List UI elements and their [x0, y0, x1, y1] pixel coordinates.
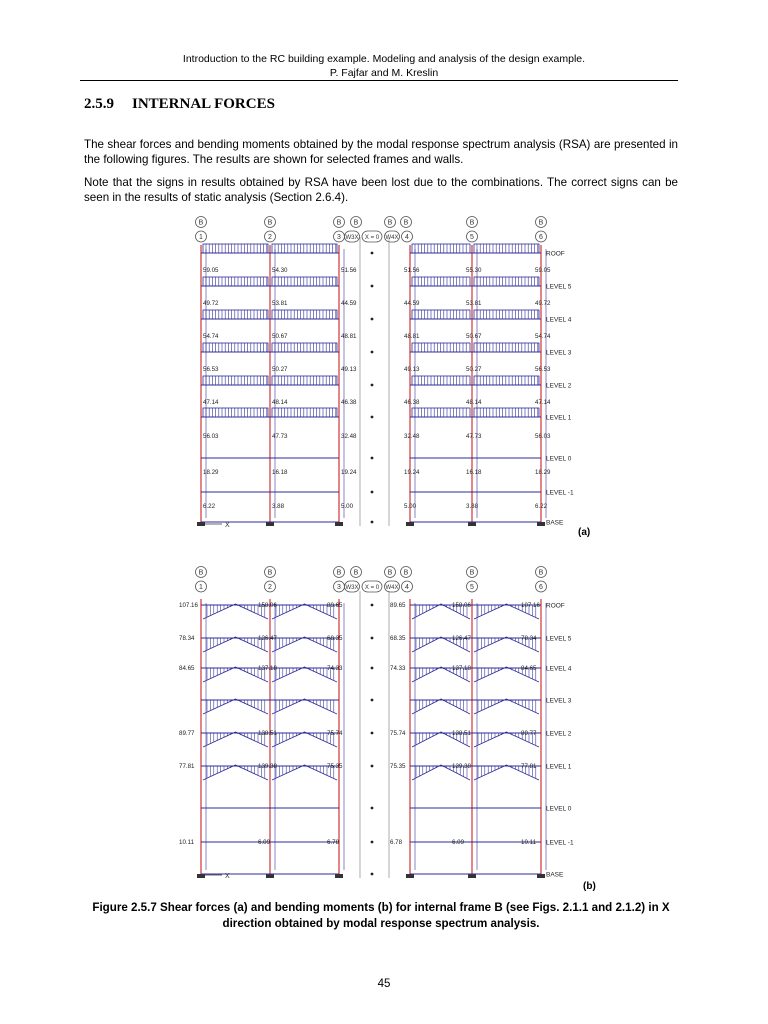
shear-diagram-block — [474, 408, 539, 417]
x-axis-label: X — [225, 873, 230, 880]
grid-bubble-label: B — [387, 569, 393, 577]
moment-value-label: 75.74 — [390, 730, 406, 737]
shear-diagram-block — [203, 244, 268, 253]
grid-bubble-label: B — [336, 569, 342, 577]
shear-value-label: 46.38 — [341, 399, 357, 406]
shear-value-label: 49.13 — [404, 366, 420, 373]
grid-axis-label: 5 — [470, 234, 474, 241]
shear-value-label: 50.27 — [466, 366, 482, 373]
grid-axis-label: 6 — [539, 584, 543, 591]
shear-value-label: 54.74 — [535, 333, 551, 340]
grid-bubble-label: B — [198, 569, 204, 577]
column-support — [335, 874, 343, 878]
shear-value-label: 47.14 — [203, 399, 219, 406]
shear-value-label: 47.73 — [272, 433, 288, 440]
moment-value-label: 68.35 — [390, 635, 406, 642]
axis-node — [371, 491, 374, 494]
moment-value-label: 89.65 — [327, 602, 343, 609]
column-support — [406, 874, 414, 878]
level-label: LEVEL -1 — [546, 489, 574, 497]
shear-value-label: 54.30 — [272, 267, 288, 274]
section-heading — [84, 96, 293, 113]
axis-node — [371, 384, 374, 387]
column-support — [468, 874, 476, 878]
axis-node — [371, 521, 374, 524]
level-label: LEVEL 3 — [546, 349, 572, 357]
shear-value-label: 51.56 — [404, 267, 420, 274]
column-support — [406, 522, 414, 526]
moment-value-label: 77.81 — [179, 763, 195, 770]
grid-bubble-label: B — [198, 219, 204, 227]
axis-node — [371, 604, 374, 607]
paragraph-note: Note that the signs in results obtained by RSA have been lost due to the combinations. The correct signs can be seen in the results of static analysis (Section 2.6.4). — [84, 176, 678, 204]
moment-value-label: 158.06 — [452, 602, 471, 609]
level-label: LEVEL -1 — [546, 839, 574, 847]
header-divider — [80, 80, 678, 81]
axis-node — [371, 351, 374, 354]
axis-node — [371, 667, 374, 670]
level-label: LEVEL 3 — [546, 697, 572, 705]
shear-value-label: 19.24 — [341, 469, 357, 476]
level-label: LEVEL 5 — [546, 283, 572, 291]
figure-shear-forces — [0, 212, 768, 544]
paragraph-intro: The shear forces and bending moments obtained by the modal response spectrum analysis (RSA) are presented in the following figures. The results are shown for selected frames and walls. — [84, 138, 678, 166]
shear-value-label: 18.29 — [203, 469, 219, 476]
shear-diagram-block — [474, 244, 539, 253]
moment-value-label: 138.51 — [258, 730, 277, 737]
moment-value-label: 78.34 — [521, 635, 537, 642]
level-label: LEVEL 1 — [546, 414, 572, 422]
grid-bubble-label: B — [353, 219, 359, 227]
moment-value-label: 6.09 — [452, 839, 465, 846]
shear-value-label: 19.24 — [404, 469, 420, 476]
level-label: LEVEL 4 — [546, 316, 572, 324]
shear-value-label: 44.59 — [404, 300, 420, 307]
moment-value-label: 84.65 — [179, 665, 195, 672]
level-label: LEVEL 0 — [546, 805, 572, 813]
shear-diagram-block — [272, 376, 337, 385]
shear-value-label: 50.67 — [272, 333, 288, 340]
shear-value-label: 50.27 — [272, 366, 288, 373]
axis-node — [371, 457, 374, 460]
grid-bubble-label: B — [267, 219, 273, 227]
level-label: LEVEL 1 — [546, 763, 572, 771]
grid-axis-label: 4 — [405, 234, 409, 241]
moment-value-label: 137.18 — [258, 665, 277, 672]
grid-axis-label: 6 — [539, 234, 543, 241]
grid-bubble-label: B — [538, 219, 544, 227]
grid-bubble-label: B — [469, 219, 475, 227]
shear-value-label: 44.59 — [341, 300, 357, 307]
column-support — [468, 522, 476, 526]
grid-axis-label: W4X — [385, 235, 399, 241]
moment-value-label: 78.34 — [179, 635, 195, 642]
shear-value-label: 56.03 — [535, 433, 551, 440]
axis-node — [371, 732, 374, 735]
shear-diagram-block — [203, 277, 268, 286]
column-support — [197, 874, 205, 878]
grid-axis-label: 2 — [268, 234, 272, 241]
moment-value-label: 6.78 — [390, 839, 403, 846]
figure-caption: Figure 2.5.7 Shear forces (a) and bending moments (b) for internal frame B (see Figs. 2.1.1 and 2.1.2) in X direction obtained by modal response spectrum analysis. — [92, 901, 670, 930]
column-support — [266, 522, 274, 526]
level-label: LEVEL 4 — [546, 665, 572, 673]
moment-value-label: 75.35 — [390, 763, 406, 770]
grid-axis-label: 1 — [199, 234, 203, 241]
moment-value-label: 126.47 — [452, 635, 471, 642]
section-number: 2.5.9 — [84, 96, 114, 112]
shear-diagram-block — [272, 408, 337, 417]
shear-value-label: 49.13 — [341, 366, 357, 373]
axis-node — [371, 841, 374, 844]
shear-value-label: 50.67 — [466, 333, 482, 340]
grid-bubble-label: B — [403, 219, 409, 227]
shear-value-label: 3.88 — [466, 503, 479, 510]
shear-value-label: 6.22 — [535, 503, 548, 510]
grid-axis-label: 2 — [268, 584, 272, 591]
shear-value-label: 3.88 — [272, 503, 285, 510]
shear-diagram-block — [474, 376, 539, 385]
shear-value-label: 48.81 — [341, 333, 357, 340]
shear-value-label: 56.53 — [203, 366, 219, 373]
shear-diagram-block — [412, 343, 470, 352]
shear-diagram-block — [203, 408, 268, 417]
shear-value-label: 55.30 — [466, 267, 482, 274]
axis-node — [371, 416, 374, 419]
shear-value-label: 16.18 — [272, 469, 288, 476]
shear-value-label: 47.73 — [466, 433, 482, 440]
level-label: LEVEL 2 — [546, 382, 572, 390]
shear-value-label: 49.72 — [535, 300, 551, 307]
axis-node — [371, 765, 374, 768]
moment-value-label: 158.06 — [258, 602, 277, 609]
moment-value-label: 74.33 — [327, 665, 343, 672]
grid-axis-label: 3 — [337, 234, 341, 241]
moment-value-label: 139.38 — [258, 763, 277, 770]
level-label: LEVEL 2 — [546, 730, 572, 738]
axis-node — [371, 637, 374, 640]
grid-axis-label: W4X — [385, 585, 399, 591]
shear-diagram-block — [474, 310, 539, 319]
shear-value-label: 49.72 — [203, 300, 219, 307]
shear-value-label: 53.81 — [272, 300, 288, 307]
page-number: 45 — [377, 978, 391, 990]
grid-bubble-label: B — [336, 219, 342, 227]
shear-diagram-block — [412, 277, 470, 286]
grid-bubble-label: B — [387, 219, 393, 227]
moment-value-label: 6.09 — [258, 839, 271, 846]
column-support — [537, 522, 545, 526]
shear-value-label: 16.18 — [466, 469, 482, 476]
shear-diagram-block — [272, 310, 337, 319]
grid-axis-label: 5 — [470, 584, 474, 591]
header-title: Introduction to the RC building example. Modeling and analysis of the design example. — [182, 53, 586, 65]
grid-bubble-label: B — [469, 569, 475, 577]
grid-axis-label: 1 — [199, 584, 203, 591]
level-label: LEVEL 0 — [546, 455, 572, 463]
shear-diagram-block — [412, 376, 470, 385]
axis-node — [371, 873, 374, 876]
moment-value-label: 137.18 — [452, 665, 471, 672]
shear-value-label: 48.14 — [466, 399, 482, 406]
shear-value-label: 32.48 — [341, 433, 357, 440]
grid-axis-label: 4 — [405, 584, 409, 591]
column-support — [266, 874, 274, 878]
shear-value-label: 54.74 — [203, 333, 219, 340]
moment-value-label: 75.74 — [327, 730, 343, 737]
level-label: ROOF — [546, 602, 565, 610]
moment-value-label: 107.16 — [179, 602, 198, 609]
shear-diagram-block — [412, 310, 470, 319]
shear-value-label: 5.00 — [404, 503, 417, 510]
moment-value-label: 68.35 — [327, 635, 343, 642]
grid-axis-label: 3 — [337, 584, 341, 591]
figure-bending-moments — [0, 562, 768, 898]
shear-value-label: 32.48 — [404, 433, 420, 440]
column-support — [537, 874, 545, 878]
grid-bubble-label: B — [403, 569, 409, 577]
moment-value-label: 10.11 — [179, 839, 195, 846]
shear-value-label: 46.38 — [404, 399, 420, 406]
shear-value-label: 56.53 — [535, 366, 551, 373]
moment-value-label: 10.11 — [521, 839, 537, 846]
moment-value-label: 139.38 — [452, 763, 471, 770]
axis-node — [371, 252, 374, 255]
grid-bubble-label: B — [538, 569, 544, 577]
level-label: BASE — [546, 519, 564, 527]
x-axis-label: X — [225, 522, 230, 529]
moment-value-label: 89.77 — [179, 730, 195, 737]
moment-value-label: 107.16 — [521, 602, 540, 609]
shear-diagram-block — [203, 343, 268, 352]
running-header — [0, 52, 768, 80]
grid-bubble-label: B — [353, 569, 359, 577]
shear-value-label: 18.29 — [535, 469, 551, 476]
grid-axis-label: X = 0 — [364, 235, 380, 241]
header-authors: P. Fajfar and M. Kreslin — [329, 67, 439, 79]
column-support — [335, 522, 343, 526]
level-label: ROOF — [546, 250, 565, 258]
shear-value-label: 48.14 — [272, 399, 288, 406]
axis-node — [371, 285, 374, 288]
shear-value-label: 59.05 — [535, 267, 551, 274]
shear-value-label: 6.22 — [203, 503, 216, 510]
moment-value-label: 6.78 — [327, 839, 340, 846]
shear-diagram-block — [272, 244, 337, 253]
level-label: LEVEL 5 — [546, 635, 572, 643]
moment-value-label: 126.47 — [258, 635, 277, 642]
section-title: INTERNAL FORCES — [132, 96, 275, 112]
shear-value-label: 47.14 — [535, 399, 551, 406]
shear-diagram-block — [272, 343, 337, 352]
moment-value-label: 74.33 — [390, 665, 406, 672]
shear-value-label: 48.81 — [404, 333, 420, 340]
shear-diagram-block — [474, 343, 539, 352]
shear-value-label: 56.03 — [203, 433, 219, 440]
moment-value-label: 84.65 — [521, 665, 537, 672]
moment-value-label: 77.81 — [521, 763, 537, 770]
moment-value-label: 89.65 — [390, 602, 406, 609]
shear-diagram-block — [203, 376, 268, 385]
shear-value-label: 51.56 — [341, 267, 357, 274]
shear-value-label: 53.81 — [466, 300, 482, 307]
shear-diagram-block — [412, 244, 470, 253]
axis-node — [371, 807, 374, 810]
moment-value-label: 75.35 — [327, 763, 343, 770]
grid-bubble-label: B — [267, 569, 273, 577]
shear-diagram-block — [272, 277, 337, 286]
shear-diagram-block — [474, 277, 539, 286]
shear-value-label: 5.00 — [341, 503, 354, 510]
shear-value-label: 59.05 — [203, 267, 219, 274]
moment-value-label: 138.51 — [452, 730, 471, 737]
axis-node — [371, 318, 374, 321]
moment-diagram-line — [412, 699, 470, 714]
grid-axis-label: W3X — [345, 235, 359, 241]
grid-axis-label: W3X — [345, 585, 359, 591]
grid-axis-label: X = 0 — [364, 585, 380, 591]
level-label: BASE — [546, 871, 564, 879]
shear-diagram-block — [203, 310, 268, 319]
axis-node — [371, 699, 374, 702]
shear-diagram-block — [412, 408, 470, 417]
panel-b-label: (b) — [583, 881, 596, 892]
panel-a-label: (a) — [578, 527, 591, 538]
moment-value-label: 89.77 — [521, 730, 537, 737]
